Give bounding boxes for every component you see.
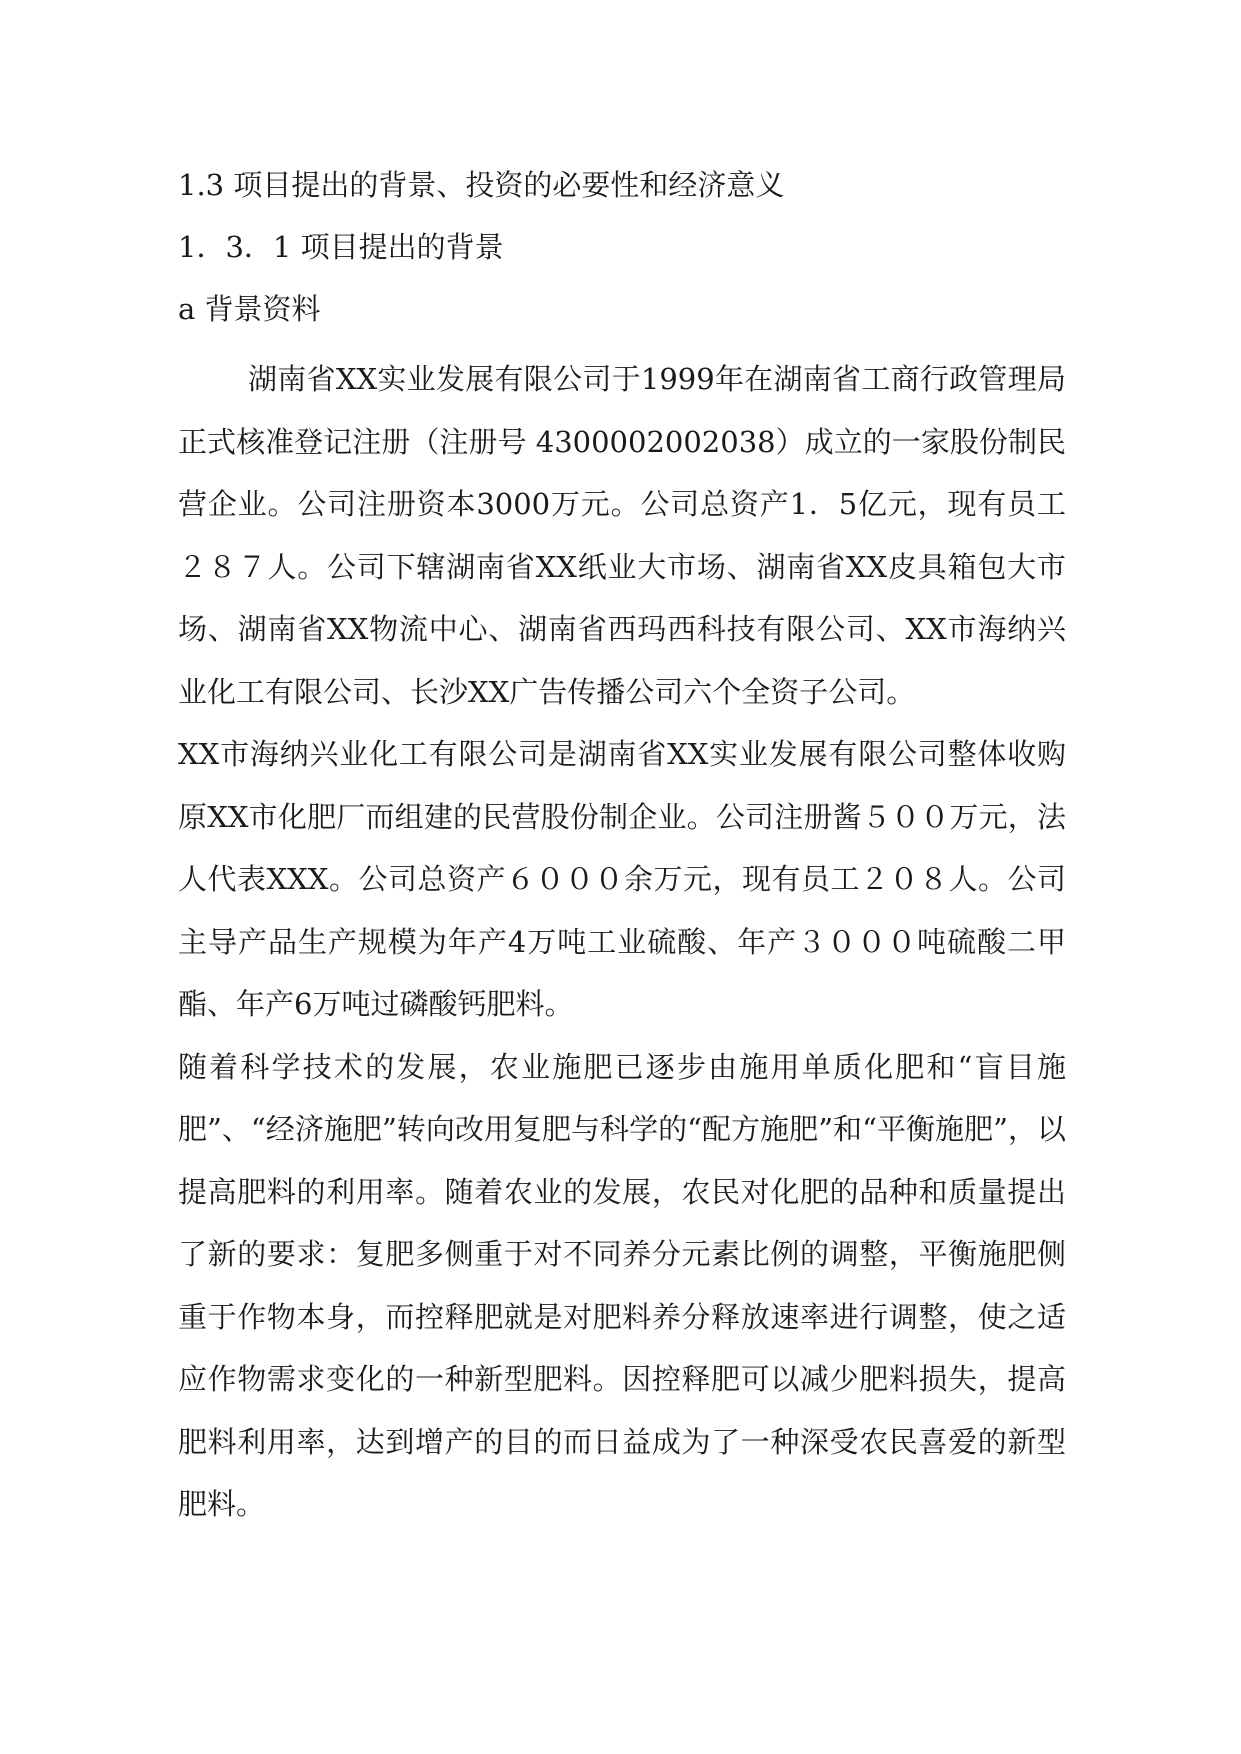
paragraph-subsidiary-intro: XX市海纳兴业化工有限公司是湖南省XX实业发展有限公司整体收购原XX市化肥厂而组建的民营股份制企业。公司注册酱５００万元，法人代表XXX。公司总资产６０００余万元，现有员工２０８人。公司主导产品生产规模为年产4万吨工业硫酸、年产３０００吨硫酸二甲酯、年产6万吨过磷酸钙肥料。: [178, 737, 1066, 1021]
document-body: [178, 154, 1066, 1536]
paragraph-fertilizer-background: 随着科学技术的发展，农业施肥已逐步由施用单质化肥和“盲目施肥”、“经济施肥”转向改用复肥与科学的“配方施肥”和“平衡施肥”，以提高肥料的利用率。随着农业的发展，农民对化肥的品种和质量提出了新的要求：复肥多侧重于对不同养分元素比例的调整，平衡施肥侧重于作物本身，而控释肥就是对肥料养分释放速率进行调整，使之适应作物需求变化的一种新型肥料。因控释肥可以减少肥料损失，提高肥料利用率，达到增产的目的而日益成为了一种深受农民喜爱的新型肥料。: [178, 1049, 1066, 1521]
paragraph-company-intro: 湖南省XX实业发展有限公司于1999年在湖南省工商行政管理局正式核准登记注册（注册号 4300002002038）成立的一家股份制民营企业。公司注册资本3000万元。公司总资产1．5亿元，现有员工２８７人。公司下辖湖南省XX纸业大市场、湖南省XX皮具箱包大市场、湖南省XX物流中心、湖南省西玛西科技有限公司、XX市海纳兴业化工有限公司、长沙XX广告传播公司六个全资子公司。: [178, 362, 1067, 709]
subsection-heading: 1．3．1 项目提出的背景: [178, 230, 504, 264]
background-heading: a 背景资料: [178, 292, 321, 326]
spacer: [178, 340, 1066, 348]
section-heading: 1.3 项目提出的背景、投资的必要性和经济意义: [178, 168, 785, 202]
